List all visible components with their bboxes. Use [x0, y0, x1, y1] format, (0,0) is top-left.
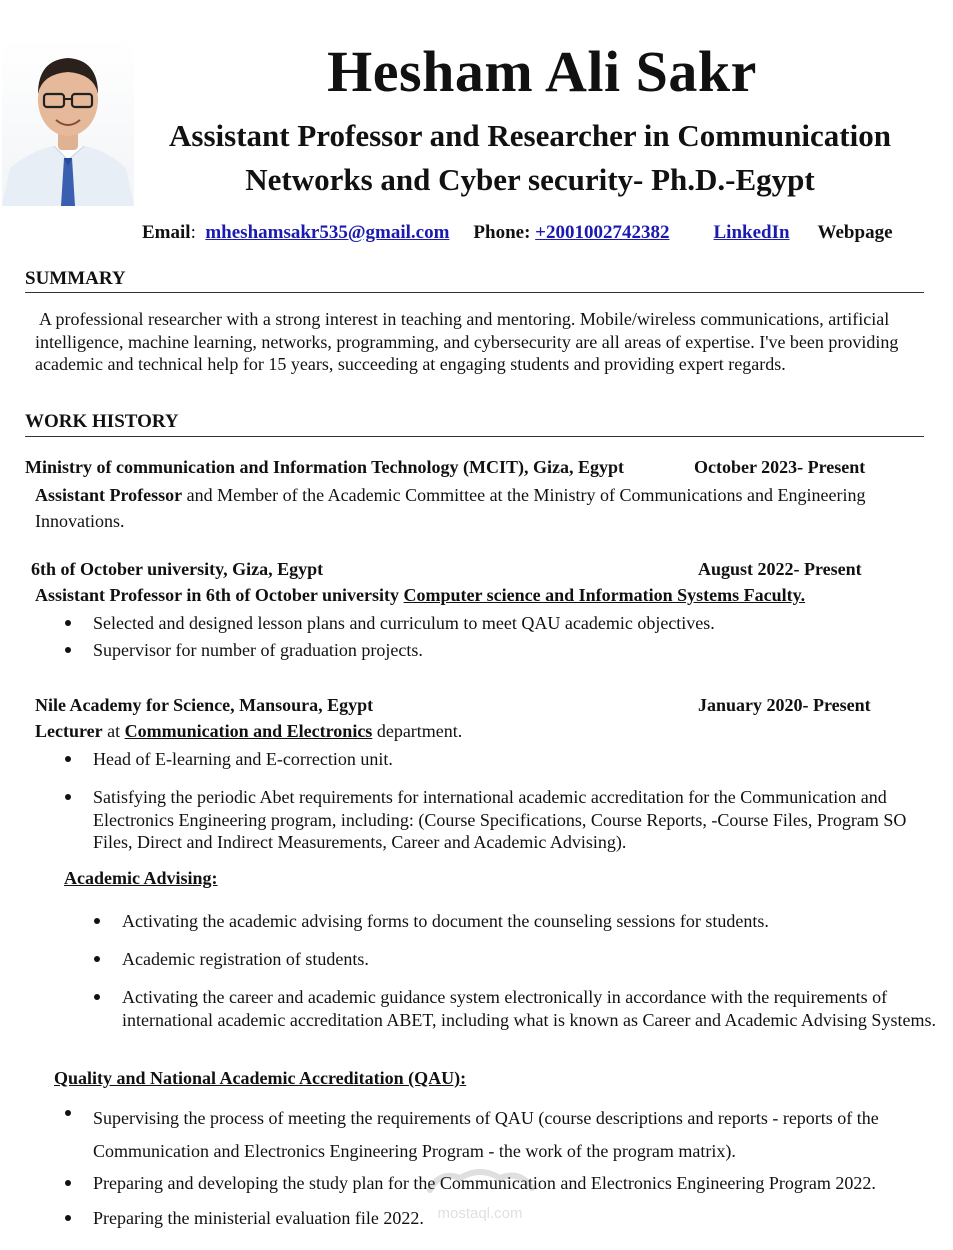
- academic-advising-heading: Academic Advising:: [64, 868, 218, 888]
- job1-date: October 2023- Present: [694, 457, 866, 477]
- advising-bullet: Academic registration of students.: [122, 948, 937, 971]
- candidate-name: Hesham Ali Sakr: [327, 39, 757, 104]
- job3-bullet: Head of E-learning and E-correction unit.: [93, 748, 933, 771]
- job3-department-rest: department.: [372, 721, 463, 741]
- job1-role-desc: and Member of the Academic Committee at the Ministry of Communications and Engineering Innovations.: [35, 485, 866, 531]
- phone-label: Phone:: [473, 222, 531, 243]
- job2-role-title: Assistant Professor in 6th of October university: [35, 585, 404, 605]
- job2-faculty: Computer science and Information Systems Faculty.: [403, 585, 806, 605]
- qau-bullet: Supervising the process of meeting the requirements of QAU (course descriptions and reports - reports of the Communication and Electronics Engineering Program - the work of the program matrix).: [93, 1102, 948, 1168]
- work-history-divider: [25, 436, 924, 437]
- job2-date: August 2022- Present: [698, 559, 862, 579]
- webpage-label: Webpage: [817, 222, 893, 243]
- job3-role: [35, 721, 462, 742]
- linkedin-link[interactable]: LinkedIn: [713, 222, 790, 243]
- job3-date: January 2020- Present: [698, 695, 871, 715]
- job3-org: Nile Academy for Science, Mansoura, Egypt: [35, 695, 374, 715]
- email-label: Email: [142, 222, 191, 243]
- watermark-text: mostaql.com: [437, 1205, 523, 1222]
- job3-role-title: Lecturer: [35, 721, 103, 741]
- job3-bullet: Satisfying the periodic Abet requirements for international academic accreditation for the Communication and Electronics Engineering program, including: (Course Specifications, Course Reports, -Course Files, Program SO Files, Direct and Indirect Measurements, Career and Academic Advising).: [93, 786, 933, 854]
- contact-line: Email: mheshamsakr535@gmail.com Phone: +2001002742382 LinkedIn Webpage: [142, 222, 893, 243]
- summary-divider: [25, 292, 924, 293]
- job3-role-at: at: [102, 721, 125, 741]
- job2-role: [35, 585, 805, 606]
- watermark-logo: [420, 1158, 540, 1228]
- advising-bullet: Activating the career and academic guidance system electronically in accordance with the requirements of international academic accreditation ABET, including what is known as Career and Academic Advising Systems.: [122, 987, 936, 1030]
- job3-department: Communication and Electronics: [124, 721, 373, 741]
- job1-role: [35, 482, 940, 534]
- phone-link[interactable]: +2001002742382: [535, 222, 670, 243]
- job1-role-title: Assistant Professor: [35, 485, 183, 505]
- job2-org: 6th of October university, Giza, Egypt: [31, 559, 324, 579]
- summary-text: A professional researcher with a strong interest in teaching and mentoring. Mobile/wireless communications, artificial intelligence, machine learning, networks, programming, and cybersecurity are all areas of expertise. I've been providing academic and technical help for 15 years, succeeding at engaging students and providing expert regards.: [35, 309, 899, 374]
- qau-bullet: Preparing and developing the study plan for the Communication and Electronics Engineering Program 2022.: [93, 1172, 948, 1195]
- candidate-title: Assistant Professor and Researcher in Communication Networks and Cyber security- Ph.D.-Egypt: [169, 118, 891, 197]
- job1-org: Ministry of communication and Information Technology (MCIT), Giza, Egypt: [25, 457, 625, 477]
- job2-bullet: Supervisor for number of graduation projects.: [93, 639, 933, 662]
- job2-bullet: Selected and designed lesson plans and curriculum to meet QAU academic objectives.: [93, 612, 933, 635]
- qau-heading: Quality and National Academic Accreditation (QAU):: [54, 1068, 467, 1088]
- advising-bullet: Activating the academic advising forms to document the counseling sessions for students.: [122, 910, 937, 933]
- email-link[interactable]: mheshamsakr535@gmail.com: [205, 222, 450, 243]
- summary-heading: SUMMARY: [25, 268, 126, 289]
- work-history-heading: WORK HISTORY: [25, 411, 179, 432]
- qau-bullet: Preparing the ministerial evaluation file 2022.: [93, 1207, 948, 1230]
